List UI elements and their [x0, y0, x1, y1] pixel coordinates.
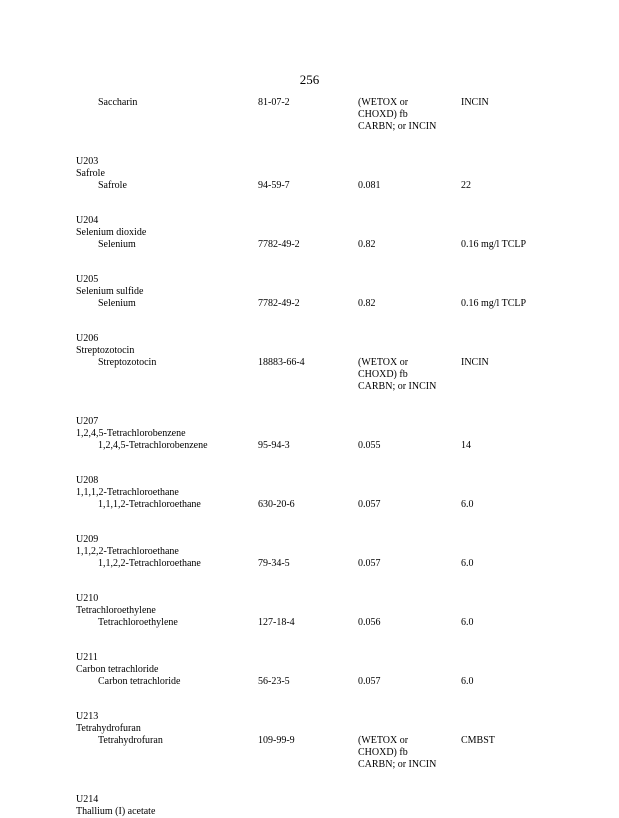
nonwastewater-standard: 0.055	[358, 440, 381, 451]
constituent-name: 1,1,1,2-Tetrachloroethane	[98, 499, 201, 510]
waste-name: Tetrachloroethylene	[76, 605, 156, 616]
table-row	[76, 617, 576, 629]
nonwastewater-standard: 0.82	[358, 239, 376, 250]
constituent-name: Safrole	[98, 180, 127, 191]
wastewater-standard: 14	[461, 440, 471, 451]
waste-name: 1,1,1,2-Tetrachloroethane	[76, 487, 179, 498]
waste-table	[76, 97, 576, 818]
cas-number: 7782-49-2	[258, 239, 300, 250]
waste-code: U204	[76, 215, 99, 226]
waste-name: Selenium sulfide	[76, 286, 144, 297]
constituent-name: Selenium	[98, 298, 136, 309]
wastewater-standard: 0.16 mg/l TCLP	[461, 298, 527, 309]
cas-number: 56-23-5	[258, 676, 290, 687]
constituent-name: Selenium	[98, 239, 136, 250]
wastewater-standard: 6.0	[461, 558, 474, 569]
cas-number: 94-59-7	[258, 180, 290, 191]
table-row	[76, 97, 576, 133]
cas-number: 7782-49-2	[258, 298, 300, 309]
constituent-name: 1,1,2,2-Tetrachloroethane	[98, 558, 201, 569]
waste-name: Thallium (I) acetate	[76, 806, 156, 817]
wastewater-standard: 6.0	[461, 676, 474, 687]
waste-code: U207	[76, 416, 99, 427]
cas-number: 81-07-2	[258, 97, 290, 108]
table-row	[76, 298, 576, 310]
constituent-name: Tetrahydrofuran	[98, 735, 163, 746]
waste-name: 1,1,2,2-Tetrachloroethane	[76, 546, 179, 557]
table-row	[76, 735, 576, 771]
waste-code: U210	[76, 593, 99, 604]
constituent-name: Streptozotocin	[98, 357, 157, 368]
cas-number: 109-99-9	[258, 735, 295, 746]
nonwastewater-standard: (WETOX or CHOXD) fb CARBN; or INCIN	[358, 357, 437, 392]
waste-name: Tetrahydrofuran	[76, 723, 141, 734]
nonwastewater-standard: 0.081	[358, 180, 381, 191]
table-row	[76, 180, 576, 192]
waste-code: U205	[76, 274, 99, 285]
nonwastewater-standard: 0.056	[358, 617, 381, 628]
cas-number: 630-20-6	[258, 499, 295, 510]
waste-name: Safrole	[76, 168, 105, 179]
nonwastewater-standard: 0.057	[358, 558, 381, 569]
waste-code: U203	[76, 156, 99, 167]
wastewater-standard: INCIN	[461, 97, 489, 108]
table-row	[76, 676, 576, 688]
waste-name: 1,2,4,5-Tetrachlorobenzene	[76, 428, 186, 439]
wastewater-standard: CMBST	[461, 735, 495, 746]
wastewater-standard: 0.16 mg/l TCLP	[461, 239, 527, 250]
nonwastewater-standard: 0.82	[358, 298, 376, 309]
wastewater-standard: INCIN	[461, 357, 489, 368]
constituent-name: 1,2,4,5-Tetrachlorobenzene	[98, 440, 208, 451]
table-row	[76, 499, 576, 511]
page-number: 256	[299, 72, 320, 87]
waste-name: Streptozotocin	[76, 345, 135, 356]
waste-code: U208	[76, 475, 99, 486]
constituent-name: Tetrachloroethylene	[98, 617, 178, 628]
table-row	[76, 239, 576, 251]
waste-code: U213	[76, 711, 99, 722]
constituent-name: Saccharin	[98, 97, 138, 108]
waste-name: Selenium dioxide	[76, 227, 147, 238]
waste-code: U206	[76, 333, 99, 344]
table-row	[76, 357, 576, 393]
cas-number: 127-18-4	[258, 617, 295, 628]
wastewater-standard: 6.0	[461, 617, 474, 628]
constituent-name: Carbon tetrachloride	[98, 676, 181, 687]
nonwastewater-standard: 0.057	[358, 676, 381, 687]
waste-name: Carbon tetrachloride	[76, 664, 159, 675]
waste-code: U209	[76, 534, 99, 545]
waste-code: U211	[76, 652, 98, 663]
waste-code: U214	[76, 794, 99, 805]
wastewater-standard: 6.0	[461, 499, 474, 510]
nonwastewater-standard: (WETOX or CHOXD) fb CARBN; or INCIN	[358, 735, 437, 770]
cas-number: 95-94-3	[258, 440, 290, 451]
nonwastewater-standard: 0.057	[358, 499, 381, 510]
table-row	[76, 440, 576, 452]
cas-number: 18883-66-4	[258, 357, 305, 368]
cas-number: 79-34-5	[258, 558, 290, 569]
table-row	[76, 558, 576, 570]
wastewater-standard: 22	[461, 180, 471, 191]
nonwastewater-standard: (WETOX or CHOXD) fb CARBN; or INCIN	[358, 97, 437, 132]
